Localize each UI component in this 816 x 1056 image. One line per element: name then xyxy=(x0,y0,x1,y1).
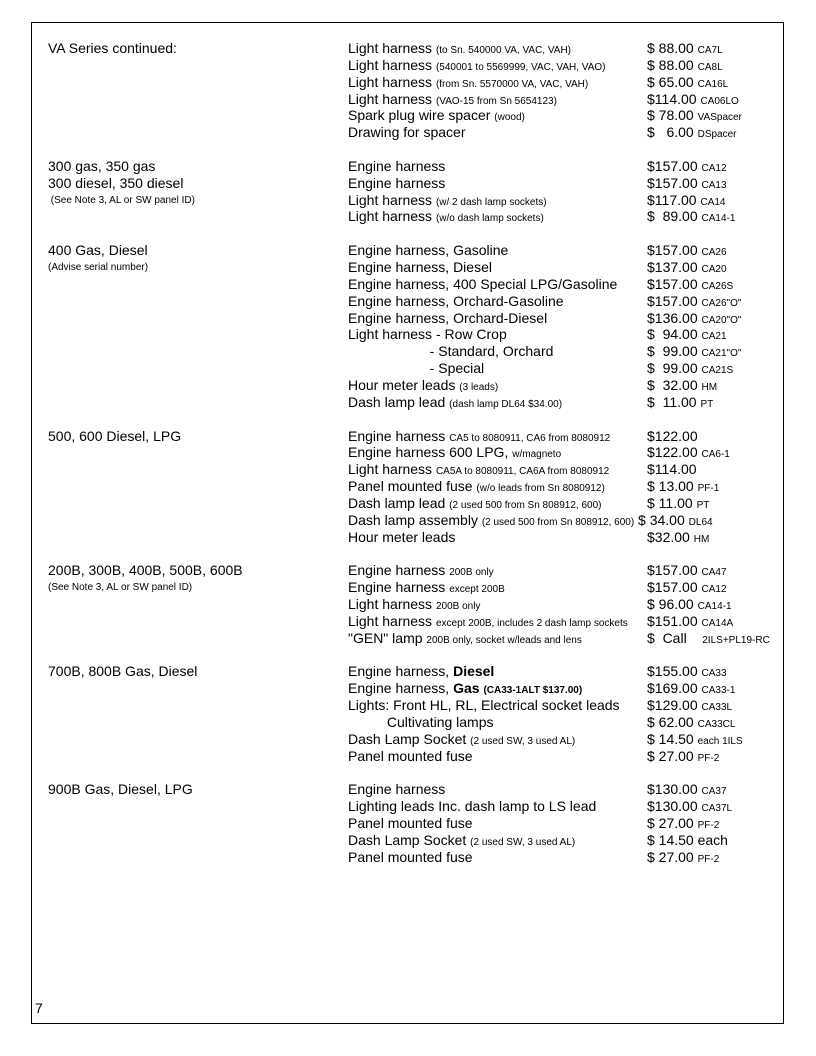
part-price-text: $151.00 xyxy=(647,613,702,629)
section-title: 300 diesel, 350 diesel xyxy=(48,175,184,191)
part-price-text: $ 11.00 xyxy=(647,394,701,410)
part-price xyxy=(647,394,713,413)
price-row xyxy=(0,680,816,697)
part-description-text: (2 used 500 from Sn 808912, 600) xyxy=(449,500,602,511)
part-description-text: 200B only xyxy=(435,601,481,612)
price-row xyxy=(0,40,816,57)
part-description xyxy=(348,175,445,192)
part-price-text: CA12 xyxy=(701,163,727,174)
price-row xyxy=(0,175,816,192)
part-price-text: $157.00 xyxy=(647,242,702,258)
part-description-text: (w/ 2 dash lamp sockets) xyxy=(435,197,547,208)
part-description xyxy=(348,630,582,649)
part-description-text: Hour meter leads xyxy=(348,529,456,545)
price-row xyxy=(0,529,816,546)
part-description-text: Light harness - Row Crop xyxy=(348,326,507,342)
part-price-text: PT xyxy=(696,500,710,511)
part-price-text: CA14-1 xyxy=(701,213,736,224)
part-description xyxy=(348,360,484,377)
section-title: 900B Gas, Diesel, LPG xyxy=(48,781,193,797)
part-price-text: $136.00 xyxy=(647,310,702,326)
part-description-text: Drawing for spacer xyxy=(348,124,466,140)
part-price-text: $157.00 xyxy=(647,579,702,595)
section-note: (See Note 3, AL or SW panel ID) xyxy=(48,582,193,593)
part-price-text: CA26S xyxy=(701,281,734,292)
part-description xyxy=(348,310,547,327)
part-price-text: HM xyxy=(701,382,718,393)
part-price xyxy=(647,748,719,767)
part-description xyxy=(348,849,473,866)
price-row xyxy=(0,613,816,630)
part-description-text: Engine harness 600 LPG, xyxy=(348,444,513,460)
part-price-text: $114.00 xyxy=(647,461,697,477)
part-price-text: PF-1 xyxy=(697,483,720,494)
price-row xyxy=(0,832,816,849)
part-description-text: CA5 to 8080911, CA6 from 8080912 xyxy=(449,433,611,444)
part-description xyxy=(348,208,544,227)
part-price-text: $32.00 xyxy=(647,529,694,545)
part-description xyxy=(348,259,492,276)
part-description-text: Gas xyxy=(453,680,480,696)
section-title: 200B, 300B, 400B, 500B, 600B xyxy=(48,562,243,578)
part-price-text: $157.00 xyxy=(647,276,702,292)
part-price-text: CA21 xyxy=(701,331,727,342)
part-price-text: $157.00 xyxy=(647,293,702,309)
price-row xyxy=(0,444,816,461)
part-price-text: $ 88.00 xyxy=(647,57,698,73)
part-description-text: except 200B, includes 2 dash lamp sockets xyxy=(435,618,628,629)
part-description-text: Engine harness xyxy=(348,175,446,191)
part-price-text: PF-2 xyxy=(697,753,720,764)
price-row xyxy=(0,663,816,680)
price-row xyxy=(0,326,816,343)
part-description-text: Panel mounted fuse xyxy=(348,748,473,764)
part-description-text: (CA33-1ALT $137.00) xyxy=(483,685,583,696)
part-description xyxy=(348,697,620,714)
section-title: VA Series continued: xyxy=(48,40,177,56)
part-description-text: w/magneto xyxy=(512,449,562,460)
part-description-text: (w/o dash lamp sockets) xyxy=(435,213,544,224)
part-price-text: CA7L xyxy=(697,45,723,56)
part-description-text: Light harness xyxy=(348,596,436,612)
part-description-text: Spark plug wire spacer xyxy=(348,107,495,123)
part-price-text: $129.00 xyxy=(647,697,702,713)
part-price-text: CA47 xyxy=(701,567,727,578)
part-price-text: $ 14.50 xyxy=(647,731,698,747)
price-row xyxy=(0,579,816,596)
part-description-text: Engine harness xyxy=(348,579,450,595)
part-price xyxy=(647,832,728,849)
part-description-text: Dash lamp assembly xyxy=(348,512,482,528)
part-price-text: $ 6.00 xyxy=(647,124,698,140)
part-description-text: Lights: Front HL, RL, Electrical socket leads xyxy=(348,697,620,713)
section-title: 700B, 800B Gas, Diesel xyxy=(48,663,198,679)
part-description-text: Engine harness, Orchard-Diesel xyxy=(348,310,548,326)
part-description-text: Light harness xyxy=(348,91,436,107)
part-description-text: (dash lamp DL64 $34.00) xyxy=(449,399,563,410)
part-price-text: CA14A xyxy=(701,618,734,629)
price-row xyxy=(0,798,816,815)
part-description-text: Light harness xyxy=(348,461,436,477)
part-description-text: (wood) xyxy=(494,112,525,123)
part-price xyxy=(647,849,719,868)
price-row xyxy=(0,208,816,225)
part-description-text: (540001 to 5569999, VAC, VAH, VAO) xyxy=(435,62,606,73)
part-price-text: $114.00 xyxy=(647,91,701,107)
part-description-text: Engine harness, Diesel xyxy=(348,259,492,275)
part-price-text: $ 27.00 xyxy=(647,815,698,831)
part-price-text: $157.00 xyxy=(647,158,702,174)
part-description xyxy=(348,242,508,259)
part-price-text: PF-2 xyxy=(697,820,720,831)
part-price-text: CA16L xyxy=(697,79,729,90)
part-description-text: Dash lamp lead xyxy=(348,394,450,410)
part-price-text: CA26 xyxy=(701,247,727,258)
part-description xyxy=(348,394,562,413)
price-row xyxy=(0,242,816,259)
part-price-text: $122.00 xyxy=(647,444,702,460)
part-price-text: $137.00 xyxy=(647,259,702,275)
price-row xyxy=(0,748,816,765)
section-title: 400 Gas, Diesel xyxy=(48,242,148,258)
part-description-text: DL64 xyxy=(688,517,713,528)
part-price xyxy=(647,124,737,143)
part-description xyxy=(348,326,507,343)
part-description-text: Light harness xyxy=(348,192,436,208)
part-description-text: Engine harness xyxy=(348,428,450,444)
part-description-text: Cultivating lamps xyxy=(348,714,494,730)
price-row xyxy=(0,259,816,276)
part-price-text: 2ILS+PL19-RC xyxy=(702,635,770,646)
part-price-text: DSpacer xyxy=(697,129,737,140)
price-row xyxy=(0,158,816,175)
part-price-text: CA37L xyxy=(701,803,733,814)
price-row xyxy=(0,562,816,579)
price-row xyxy=(0,630,816,647)
part-price-text: $ 14.50 each xyxy=(647,832,728,848)
part-description xyxy=(348,663,494,680)
page-number: 7 xyxy=(35,1000,43,1016)
part-price-text: CA21S xyxy=(701,365,734,376)
part-description-text: Dash Lamp Socket xyxy=(348,731,471,747)
part-description xyxy=(348,158,445,175)
part-description-text: Light harness xyxy=(348,208,436,224)
section-note: (See Note 3, AL or SW panel ID) xyxy=(48,195,195,206)
part-price-text: $130.00 xyxy=(647,798,702,814)
part-price-text: $ 27.00 xyxy=(647,849,698,865)
price-row xyxy=(0,428,816,445)
part-description-text: Engine harness xyxy=(348,562,450,578)
part-price-text: $157.00 xyxy=(647,562,702,578)
price-row xyxy=(0,377,816,394)
price-row xyxy=(0,91,816,108)
price-row xyxy=(0,596,816,613)
part-price-text: PF-2 xyxy=(697,854,720,865)
part-description xyxy=(348,798,596,815)
part-price-text: $ 88.00 xyxy=(647,40,698,56)
part-price-text: $130.00 xyxy=(647,781,702,797)
section-title: 500, 600 Diesel, LPG xyxy=(48,428,182,444)
price-row xyxy=(0,74,816,91)
part-description-text: Dash Lamp Socket xyxy=(348,832,471,848)
part-price-text: CA37 xyxy=(701,786,727,797)
part-description xyxy=(348,815,473,832)
part-description-text: (from Sn. 5570000 VA, VAC, VAH) xyxy=(435,79,589,90)
price-row xyxy=(0,360,816,377)
part-price-text: $155.00 xyxy=(647,663,702,679)
part-description-text: Hour meter leads xyxy=(348,377,460,393)
part-price-text: CA14-1 xyxy=(697,601,732,612)
part-price-text: $ 62.00 xyxy=(647,714,698,730)
part-price xyxy=(647,630,770,649)
part-description xyxy=(348,343,553,360)
part-description-text: Engine harness, 400 Special LPG/Gasoline xyxy=(348,276,618,292)
part-description-text: Engine harness xyxy=(348,781,446,797)
part-description-text: Light harness xyxy=(348,74,436,90)
part-price-text: CA06LO xyxy=(700,96,739,107)
part-description-text: Engine harness, xyxy=(348,663,454,679)
part-price-text: $ 11.00 xyxy=(647,495,697,511)
part-price-text: CA33 xyxy=(701,668,727,679)
part-description-text: (2 used SW, 3 used AL) xyxy=(470,837,576,848)
part-price-text: CA21"O" xyxy=(701,348,742,359)
part-description-text: Panel mounted fuse xyxy=(348,478,477,494)
price-row xyxy=(0,293,816,310)
part-price-text: VASpacer xyxy=(697,112,742,123)
part-price-text: $ 99.00 xyxy=(647,343,702,359)
price-row xyxy=(0,57,816,74)
part-description-text: Engine harness, Orchard-Gasoline xyxy=(348,293,564,309)
part-description-text: Panel mounted fuse xyxy=(348,849,473,865)
part-description-text: (w/o leads from Sn 8080912) xyxy=(476,483,605,494)
part-price-text: CA33-1 xyxy=(701,685,736,696)
part-price-text: $ 78.00 xyxy=(647,107,698,123)
part-price-text: $157.00 xyxy=(647,175,702,191)
part-price-text: each 1ILS xyxy=(697,736,743,747)
part-price-text: CA33L xyxy=(701,702,733,713)
part-price xyxy=(647,428,698,445)
part-price-text: $ 96.00 xyxy=(647,596,698,612)
part-price-text: $122.00 xyxy=(647,428,698,444)
price-row xyxy=(0,124,816,141)
part-price-text: PT xyxy=(700,399,714,410)
part-price xyxy=(647,529,709,548)
part-description-text: Light harness xyxy=(348,613,436,629)
part-description-text: except 200B xyxy=(449,584,505,595)
price-row xyxy=(0,781,816,798)
part-price-text: CA8L xyxy=(697,62,723,73)
part-description-text: Engine harness, xyxy=(348,680,454,696)
price-row xyxy=(0,849,816,866)
part-description-text: Lighting leads Inc. dash lamp to LS lead xyxy=(348,798,597,814)
part-price-text: $ Call xyxy=(647,630,703,646)
part-description xyxy=(348,714,494,731)
part-description-text: (3 leads) xyxy=(459,382,499,393)
part-price-text: CA26"O" xyxy=(701,298,742,309)
part-description xyxy=(348,748,473,765)
part-description xyxy=(348,781,445,798)
part-description-text: Dash lamp lead xyxy=(348,495,450,511)
part-description-text: Engine harness, Gasoline xyxy=(348,242,509,258)
part-description xyxy=(348,293,564,310)
part-description-text: Engine harness xyxy=(348,158,446,174)
part-price-text: CA13 xyxy=(701,180,727,191)
part-price-text: $ 99.00 xyxy=(647,360,702,376)
section-note: (Advise serial number) xyxy=(48,262,149,273)
price-row xyxy=(0,714,816,731)
part-description-text: Light harness xyxy=(348,40,436,56)
part-price-text: $ 13.00 xyxy=(647,478,698,494)
part-description-text: (to Sn. 540000 VA, VAC, VAH) xyxy=(435,45,572,56)
part-description-text: $ 34.00 xyxy=(634,512,689,528)
part-price-text: CA12 xyxy=(701,584,727,595)
price-row xyxy=(0,697,816,714)
part-price-text: $ 32.00 xyxy=(647,377,702,393)
part-description-text: (2 used 500 from Sn 808912, 600) xyxy=(481,517,635,528)
price-row xyxy=(0,512,816,529)
part-description-text: (VAO-15 from Sn 5654123) xyxy=(435,96,557,107)
price-row xyxy=(0,815,816,832)
part-description xyxy=(348,529,455,546)
part-price xyxy=(647,461,697,478)
part-description-text: CA5A to 8080911, CA6A from 8080912 xyxy=(435,466,610,477)
part-description-text: Light harness xyxy=(348,57,436,73)
price-row xyxy=(0,461,816,478)
price-row xyxy=(0,107,816,124)
part-price-text: $ 94.00 xyxy=(647,326,702,342)
part-price-text: CA14 xyxy=(700,197,726,208)
part-description-text: "GEN" lamp xyxy=(348,630,427,646)
price-row xyxy=(0,478,816,495)
part-description-text: - Standard, Orchard xyxy=(348,343,554,359)
part-price-text: CA33CL xyxy=(697,719,736,730)
part-description-text: Panel mounted fuse xyxy=(348,815,473,831)
part-price-text: $ 65.00 xyxy=(647,74,698,90)
part-price-text: CA20 xyxy=(701,264,727,275)
part-price-text: CA20"O" xyxy=(701,315,742,326)
part-description-text: (2 used SW, 3 used AL) xyxy=(470,736,576,747)
part-description xyxy=(348,124,466,141)
part-price-text: $117.00 xyxy=(647,192,701,208)
part-price-text: $ 89.00 xyxy=(647,208,702,224)
part-price xyxy=(647,208,735,227)
part-description-text: 200B only, socket w/leads and lens xyxy=(426,635,582,646)
price-row xyxy=(0,394,816,411)
price-row xyxy=(0,276,816,293)
price-row xyxy=(0,343,816,360)
part-price-text: CA6-1 xyxy=(701,449,730,460)
part-price-text: $169.00 xyxy=(647,680,702,696)
price-row xyxy=(0,731,816,748)
part-description-text: Diesel xyxy=(453,663,495,679)
price-row xyxy=(0,192,816,209)
part-price-text: HM xyxy=(693,534,710,545)
price-row xyxy=(0,310,816,327)
section-title: 300 gas, 350 gas xyxy=(48,158,156,174)
part-price-text: $ 27.00 xyxy=(647,748,698,764)
part-description-text: 200B only xyxy=(449,567,494,578)
part-description xyxy=(348,276,617,293)
part-description-text: - Special xyxy=(348,360,485,376)
price-row xyxy=(0,495,816,512)
